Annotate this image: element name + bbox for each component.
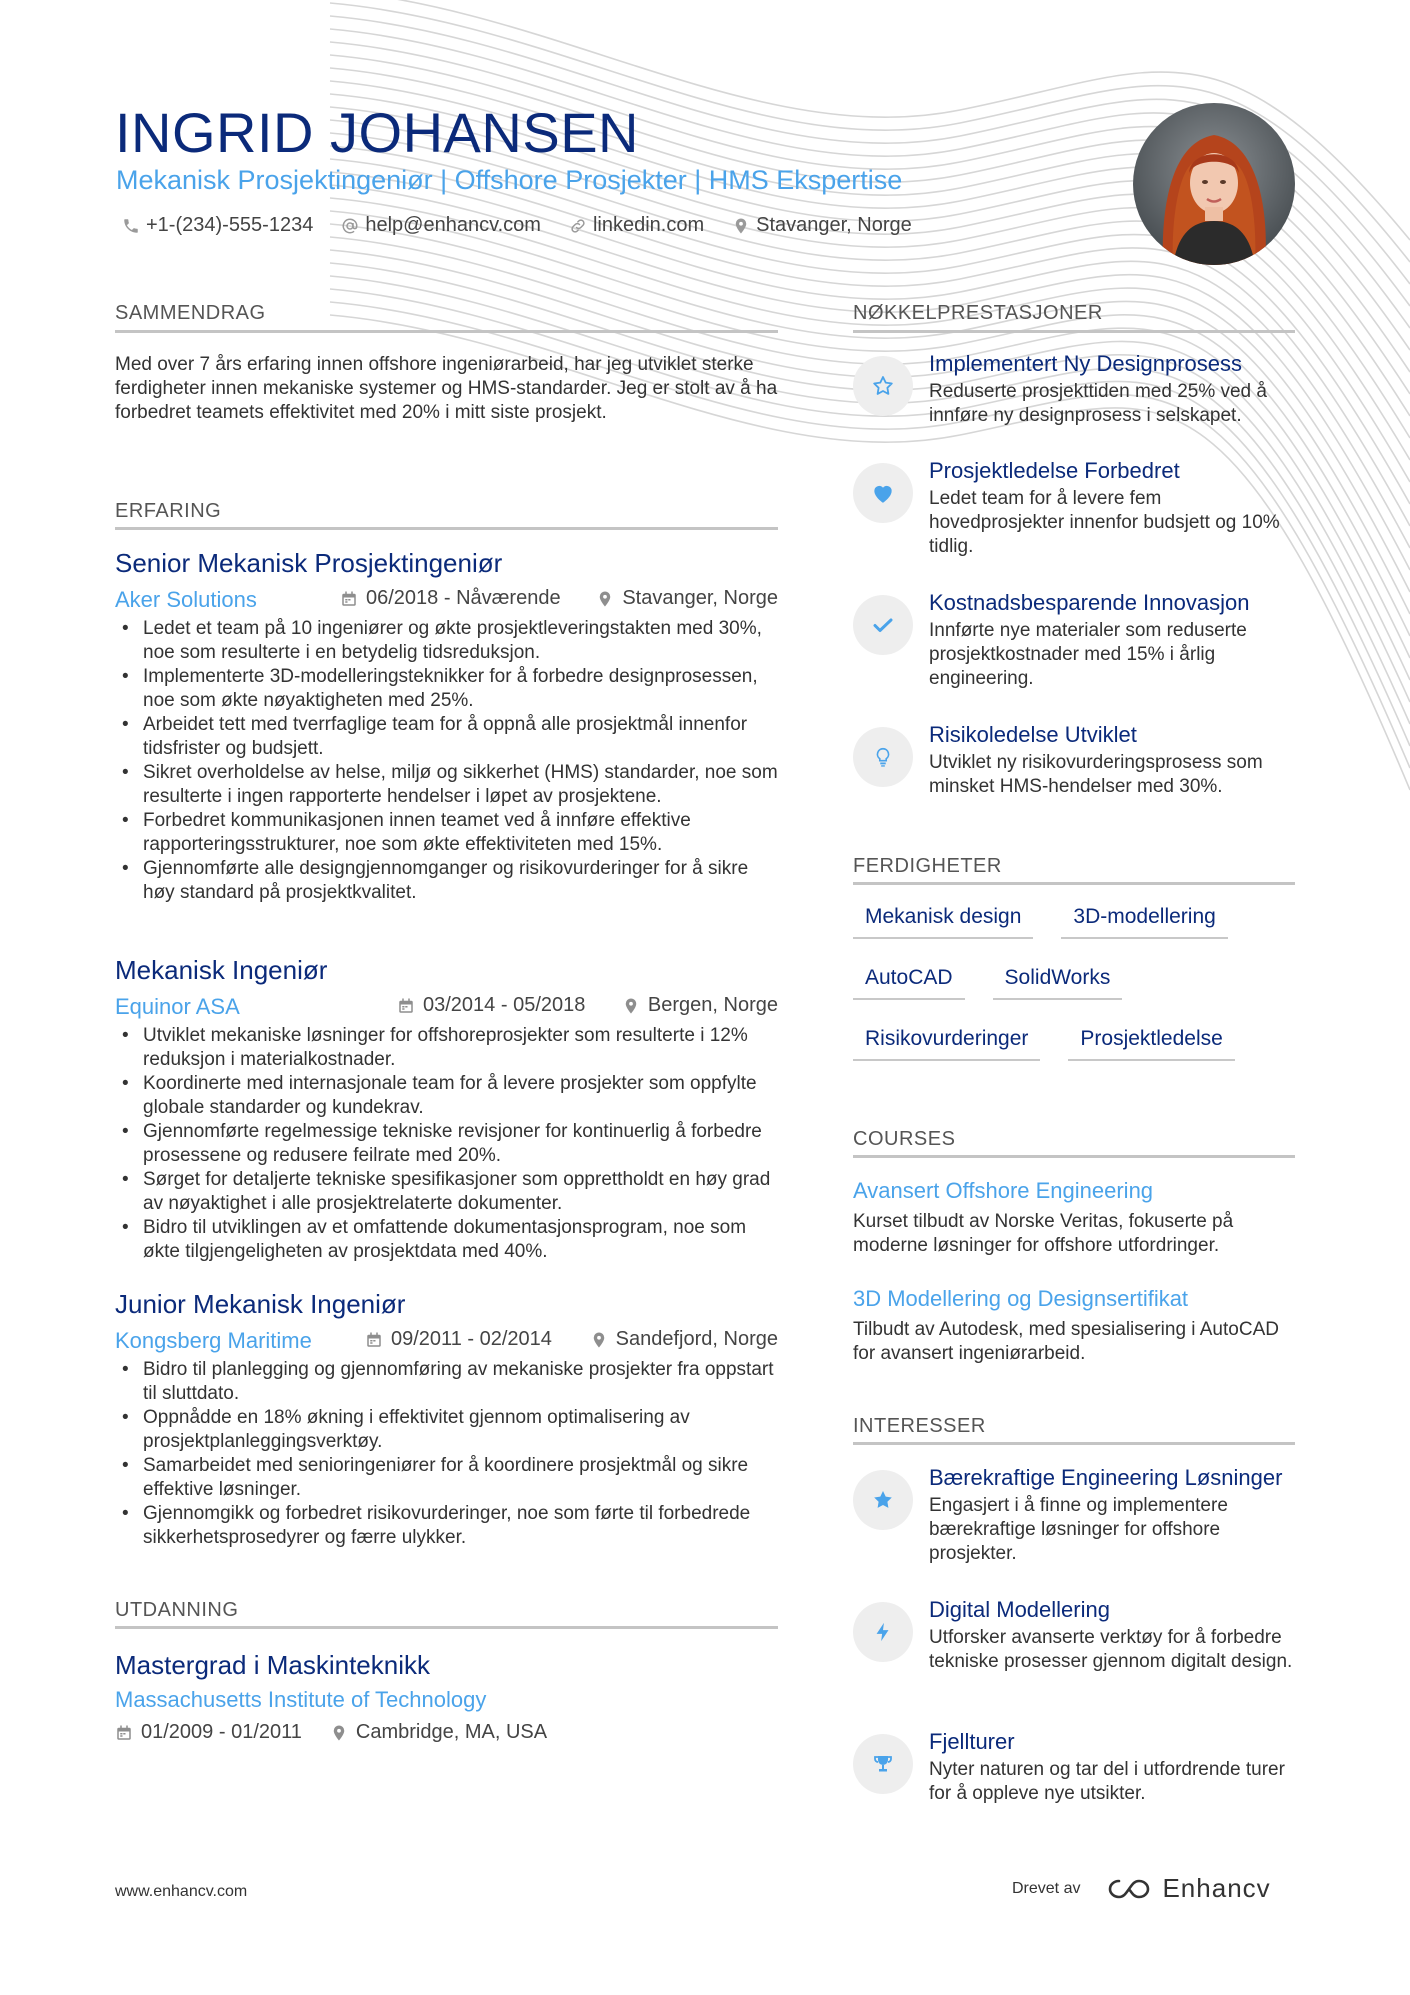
interest-item [853, 1464, 1295, 1566]
section-divider [853, 330, 1295, 333]
skill-tag: SolidWorks [993, 966, 1123, 1000]
phone-icon [122, 217, 140, 235]
check-icon [853, 595, 913, 655]
achievement-title: Kostnadsbesparende Innovasjon [929, 590, 1250, 615]
job-entry [115, 955, 778, 1264]
education-dates-text: 01/2009 - 01/2011 [141, 1721, 302, 1743]
star-outline-icon [853, 356, 913, 416]
brand-logo[interactable] [1106, 1873, 1270, 1904]
enhancv-logo-icon [1106, 1876, 1152, 1902]
section-title-achievements: NØKKELPRESTASJONER [853, 302, 1103, 324]
linkedin-text: linkedin.com [592, 214, 705, 236]
job-entry [115, 548, 778, 905]
section-divider [115, 1626, 778, 1629]
achievement-desc: Innførte nye materialer som reduserte prosjektkostnader med 15% i årlig engineering. [929, 620, 1247, 689]
job-bullet: • Bidro til utviklingen av et omfattende dokumentasjonsprogram, noe som økte tilgjengeligheten av prosjektdata med 40%. [115, 1216, 778, 1264]
achievement-item [853, 721, 1295, 799]
education-entry [115, 1650, 778, 1744]
interest-item [853, 1728, 1295, 1806]
course-desc: Kurset tilbudt av Norske Veritas, fokuserte på moderne løsninger for offshore utfordringer. [853, 1211, 1234, 1256]
interest-item [853, 1596, 1295, 1674]
contact-location [732, 214, 912, 237]
job-bullet: • Gjennomgikk og forbedret risikovurderinger, noe som førte til forbedrede sikkerhetsprosedyrer og færre ulykker. [115, 1502, 778, 1550]
job-title: Senior Mekanisk Prosjektingeniør [115, 548, 503, 578]
job-bullets [115, 617, 778, 905]
skill-row [853, 1027, 1295, 1061]
calendar-icon [397, 997, 415, 1015]
section-divider [853, 1442, 1295, 1445]
education-dates [115, 1721, 302, 1744]
skill-tag: Prosjektledelse [1068, 1027, 1234, 1061]
job-company: Kongsberg Maritime [115, 1328, 312, 1353]
contact-bar [122, 214, 912, 237]
brand-name: Enhancv [1162, 1873, 1271, 1903]
job-dates [340, 587, 561, 610]
education-degree: Mastergrad i Maskinteknikk [115, 1650, 430, 1680]
job-bullets [115, 1024, 778, 1264]
skill-tag: 3D-modellering [1061, 905, 1227, 939]
location-pin-icon [596, 590, 614, 608]
location-pin-icon [330, 1724, 348, 1742]
section-divider [115, 527, 778, 530]
job-bullets [115, 1358, 778, 1550]
skill-row [853, 966, 1295, 1000]
job-location-text: Sandefjord, Norge [615, 1328, 778, 1350]
footer-branding [1012, 1873, 1271, 1904]
achievement-item [853, 457, 1295, 559]
education-location [330, 1721, 547, 1744]
section-divider [853, 882, 1295, 885]
footer-website[interactable]: www.enhancv.com [115, 1883, 248, 1900]
achievement-title: Risikoledelse Utviklet [929, 722, 1137, 747]
achievement-desc: Ledet team for å levere fem hovedprosjekter innenfor budsjett og 10% tidlig. [929, 488, 1280, 557]
calendar-icon [365, 1331, 383, 1349]
candidate-headline: Mekanisk Prosjektingeniør | Offshore Prosjekter | HMS Ekspertise [116, 165, 903, 195]
contact-phone[interactable] [122, 214, 313, 237]
link-icon [569, 217, 587, 235]
skill-tag: Mekanisk design [853, 905, 1033, 939]
section-divider [853, 1155, 1295, 1158]
job-title: Junior Mekanisk Ingeniør [115, 1289, 406, 1319]
location-pin-icon [732, 217, 750, 235]
job-dates-text: 03/2014 - 05/2018 [423, 994, 586, 1016]
job-bullet: • Koordinerte med internasjonale team for å levere prosjekter som oppfylte globale standarder og kundekrav. [115, 1072, 778, 1120]
achievement-desc: Reduserte prosjekttiden med 25% ved å innføre ny designprosess i selskapet. [929, 381, 1267, 426]
job-bullet: • Sikret overholdelse av helse, miljø og sikkerhet (HMS) standarder, noe som resulterte i ingen rapporterte hendelser i løpet av prosjektene. [115, 761, 778, 809]
job-location-text: Stavanger, Norge [622, 587, 778, 609]
education-school: Massachusetts Institute of Technology [115, 1687, 487, 1712]
job-company: Aker Solutions [115, 587, 257, 612]
summary-text: Med over 7 års erfaring innen offshore ingeniørarbeid, har jeg utviklet sterke ferdigheter innen mekaniske systemer og HMS-standarder. Jeg er stolt av å ha forbedret teamets effektivitet med 20% i mitt siste prosjekt. [115, 354, 778, 423]
bolt-icon [853, 1602, 913, 1662]
job-meta [115, 1326, 778, 1356]
job-bullet: • Samarbeidet med senioringeniører for å koordinere prosjektmål og sikre effektive løsninger. [115, 1454, 778, 1502]
location-pin-icon [590, 1331, 608, 1349]
skills-list [853, 905, 1295, 1088]
achievement-title: Implementert Ny Designprosess [929, 351, 1243, 376]
interest-title: Fjellturer [929, 1729, 1015, 1754]
job-bullet: • Oppnådde en 18% økning i effektivitet gjennom optimalisering av prosjektplanleggingsverktøy. [115, 1406, 778, 1454]
course-item [853, 1286, 1295, 1366]
profile-photo [1133, 103, 1295, 265]
skill-row [853, 905, 1295, 939]
achievement-title: Prosjektledelse Forbedret [929, 458, 1180, 483]
trophy-icon [853, 1734, 913, 1794]
job-title: Mekanisk Ingeniør [115, 955, 328, 985]
section-title-courses: COURSES [853, 1128, 956, 1150]
calendar-icon [115, 1724, 133, 1742]
course-title: Avansert Offshore Engineering [853, 1178, 1154, 1203]
at-icon [341, 217, 359, 235]
job-meta [115, 585, 778, 615]
job-location [622, 994, 778, 1017]
interest-desc: Engasjert i å finne og implementere bærekraftige løsninger for offshore prosjekter. [929, 1495, 1228, 1564]
job-bullet: • Gjennomførte regelmessige tekniske revisjoner for kontinuerlig å forbedre prosessene og redusere feilrate med 20%. [115, 1120, 778, 1168]
job-location [590, 1328, 778, 1351]
interest-title: Bærekraftige Engineering Løsninger [929, 1465, 1283, 1490]
course-item [853, 1178, 1295, 1258]
course-title: 3D Modellering og Designsertifikat [853, 1286, 1189, 1311]
job-entry [115, 1289, 778, 1550]
star-icon [853, 1470, 913, 1530]
job-bullet: • Sørget for detaljerte tekniske spesifikasjoner som opprettholdt en høy grad av nøyaktighet i alle prosjektrelaterte dokumenter. [115, 1168, 778, 1216]
job-dates [365, 1328, 552, 1351]
job-dates-text: 06/2018 - Nåværende [366, 587, 561, 609]
education-meta [115, 1721, 778, 1744]
email-text: help@enhancv.com [365, 214, 541, 236]
course-desc: Tilbudt av Autodesk, med spesialisering i AutoCAD for avansert ingeniørarbeid. [853, 1319, 1279, 1364]
job-bullet: • Utviklet mekaniske løsninger for offshoreprosjekter som resulterte i 12% reduksjon i materialkostnader. [115, 1024, 778, 1072]
interest-desc: Utforsker avanserte verktøy for å forbedre tekniske prosesser gjennom digitalt design. [929, 1627, 1293, 1672]
section-title-skills: FERDIGHETER [853, 855, 1002, 877]
job-bullet: • Gjennomførte alle designgjennomganger og risikovurderinger for å sikre høy standard på prosjektkvalitet. [115, 857, 778, 905]
achievement-desc: Utviklet ny risikovurderingsprosess som minsket HMS-hendelser med 30%. [929, 752, 1263, 797]
location-pin-icon [622, 997, 640, 1015]
job-dates [397, 994, 585, 1017]
section-title-summary: SAMMENDRAG [115, 302, 266, 324]
job-bullet: • Forbedret kommunikasjonen innen teamet ved å innføre effektive rapporteringsstrukturer, noe som økte effektiviteten med 15%. [115, 809, 778, 857]
job-bullet: • Arbeidet tett med tverrfaglige team for å oppnå alle prosjektmål innenfor tidsfrister og budsjett. [115, 713, 778, 761]
interest-desc: Nyter naturen og tar del i utfordrende turer for å oppleve nye utsikter. [929, 1759, 1285, 1804]
powered-by-label: Drevet av [1012, 1879, 1081, 1897]
contact-linkedin[interactable] [569, 214, 704, 237]
job-dates-text: 09/2011 - 02/2014 [391, 1328, 552, 1350]
skill-tag: Risikovurderinger [853, 1027, 1040, 1061]
heart-icon [853, 463, 913, 523]
section-divider [115, 330, 778, 333]
achievement-item [853, 350, 1295, 428]
job-bullet: • Ledet et team på 10 ingeniører og økte prosjektleveringstakten med 30%, noe som resulterte i en betydelig tidsreduksjon. [115, 617, 778, 665]
job-location [596, 587, 778, 610]
section-title-experience: ERFARING [115, 500, 222, 522]
contact-email[interactable] [341, 214, 541, 237]
calendar-icon [340, 590, 358, 608]
achievement-item [853, 589, 1295, 691]
section-title-education: UTDANNING [115, 1599, 239, 1621]
job-bullet: • Implementerte 3D-modelleringsteknikker for å forbedre designprosessen, noe som økte nøyaktigheten med 25%. [115, 665, 778, 713]
skill-tag: AutoCAD [853, 966, 965, 1000]
education-location-text: Cambridge, MA, USA [355, 1721, 548, 1743]
job-meta [115, 992, 778, 1022]
location-text: Stavanger, Norge [756, 214, 912, 236]
job-bullet: • Bidro til planlegging og gjennomføring av mekaniske prosjekter fra oppstart til sluttdato. [115, 1358, 778, 1406]
job-company: Equinor ASA [115, 994, 240, 1019]
job-location-text: Bergen, Norge [647, 994, 778, 1016]
lightbulb-icon [853, 727, 913, 787]
candidate-name: INGRID JOHANSEN [115, 101, 639, 164]
phone-text: +1-(234)-555-1234 [146, 214, 314, 236]
interest-title: Digital Modellering [929, 1597, 1110, 1622]
section-title-interests: INTERESSER [853, 1415, 986, 1437]
